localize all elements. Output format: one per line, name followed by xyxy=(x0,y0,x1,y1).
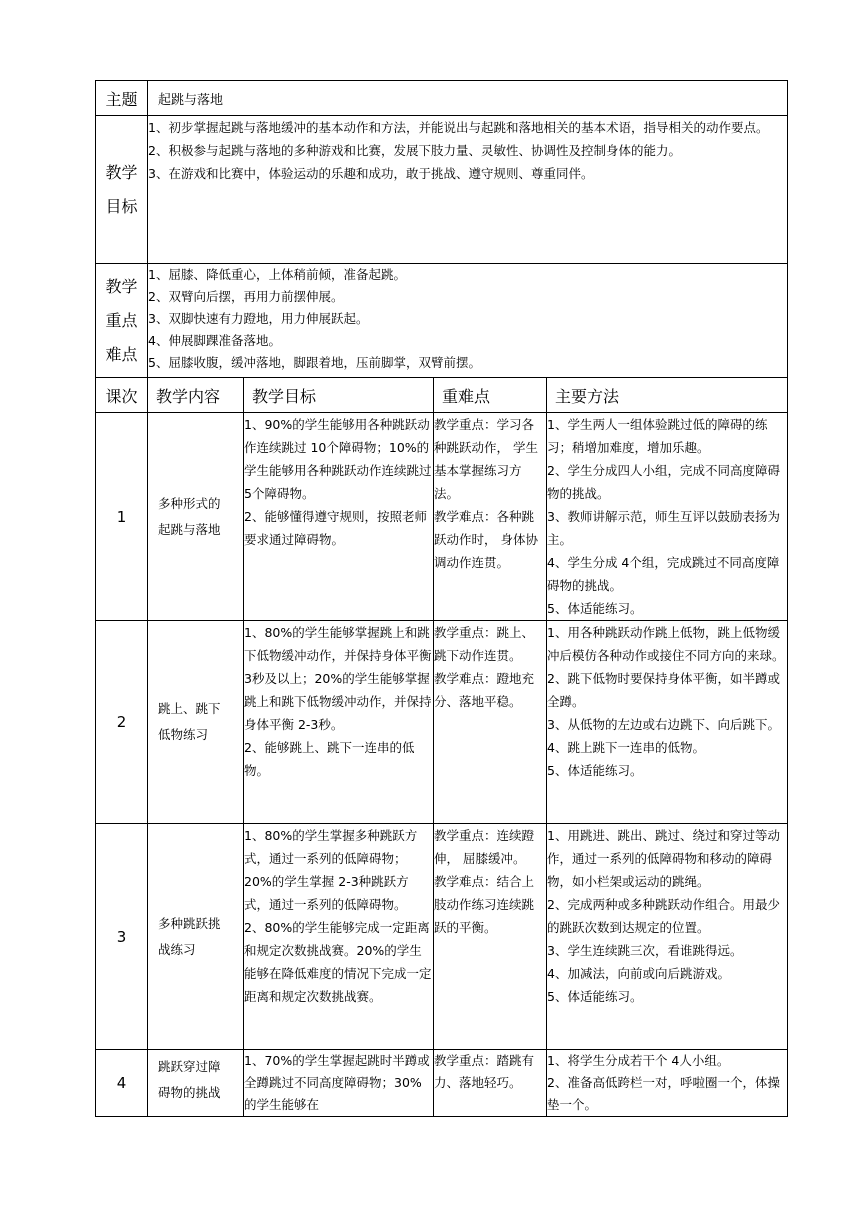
col-header-content: 教学内容 xyxy=(148,378,244,413)
lesson-goals: 1、80%的学生能够掌握跳上和跳下低物缓冲动作，并保持身体平衡 3秒及以上；20%的学生能够掌握跳上和跳下低物缓冲动作，并保持身体平衡 2-3秒。 2、能够跳上、跳下一连串的低物。 xyxy=(244,621,434,824)
lesson-methods: 1、用各种跳跃动作跳上低物，跳上低物缓冲后模仿各种动作或接住不同方向的来球。 2、跳下低物时要保持身体平衡，如半蹲或全蹲。 3、从低物的左边或右边跳下、向后跳下。 4、跳上跳下一连串的低物。 5、体适能练习。 xyxy=(547,621,788,824)
lesson-row xyxy=(96,824,788,1050)
goals-label: 教学 目标 xyxy=(96,116,148,264)
lesson-row xyxy=(96,621,788,824)
lesson-goals: 1、90%的学生能够用各种跳跃动作连续跳过 10个障碍物；10%的学生能够用各种跳跃动作连续跳过 5个障碍物。 2、能够懂得遵守规则，按照老师要求通过障碍物。 xyxy=(244,413,434,621)
lesson-plan-table xyxy=(95,80,788,1117)
lesson-number: 1 xyxy=(96,413,148,621)
lesson-goals: 1、80%的学生掌握多种跳跃方式，通过一系列的低障碍物；20%的学生掌握 2-3种跳跃方式，通过一系列的低障碍物。 2、80%的学生能够完成一定距离和规定次数挑战赛。20%的学生能够在降低难度的情况下完成一定距离和规定次数挑战赛。 xyxy=(244,824,434,1050)
lesson-content: 跳上、跳下 低物练习 xyxy=(148,621,244,824)
lesson-keys: 教学重点：踏跳有力、落地轻巧。 xyxy=(434,1050,547,1117)
lesson-keys: 教学重点：连续蹬伸， 屈膝缓冲。 教学难点：结合上肢动作练习连续跳跃的平衡。 xyxy=(434,824,547,1050)
column-header-row xyxy=(96,378,788,413)
keypoints-label: 教学 重点 难点 xyxy=(96,264,148,378)
lesson-number: 3 xyxy=(96,824,148,1050)
lesson-methods: 1、学生两人一组体验跳过低的障碍的练习；稍增加难度，增加乐趣。 2、学生分成四人小组，完成不同高度障碍物的挑战。 3、教师讲解示范，师生互评以鼓励表扬为主。 4、学生分成 4个组，完成跳过不同高度障碍物的挑战。 5、体适能练习。 xyxy=(547,413,788,621)
col-header-goals: 教学目标 xyxy=(244,378,434,413)
col-header-methods: 主要方法 xyxy=(547,378,788,413)
col-header-keys: 重难点 xyxy=(434,378,547,413)
lesson-methods: 1、用跳进、跳出、跳过、绕过和穿过等动作，通过一系列的低障碍物和移动的障碍物，如小栏架或运动的跳绳。 2、完成两种或多种跳跃动作组合。用最少的跳跃次数到达规定的位置。 3、学生连续跳三次，看谁跳得远。 4、加减法，向前或向后跳游戏。 5、体适能练习。 xyxy=(547,824,788,1050)
lesson-content: 跳跃穿过障 碍物的挑战 xyxy=(148,1050,244,1117)
keypoints-row xyxy=(96,264,788,378)
keypoints-text: 1、屈膝、降低重心，上体稍前倾，准备起跳。 2、双臂向后摆，再用力前摆伸展。 3、双脚快速有力蹬地，用力伸展跃起。 4、伸展脚踝准备落地。 5、屈膝收腹，缓冲落地，脚跟着地，压前脚掌，双臂前摆。 xyxy=(148,264,788,378)
lesson-goals: 1、70%的学生掌握起跳时半蹲或全蹲跳过不同高度障碍物；30%的学生能够在 xyxy=(244,1050,434,1117)
lesson-row xyxy=(96,1050,788,1117)
lesson-row xyxy=(96,413,788,621)
goals-text: 1、初步掌握起跳与落地缓冲的基本动作和方法，并能说出与起跳和落地相关的基本术语，指导相关的动作要点。 2、积极参与起跳与落地的多种游戏和比赛，发展下肢力量、灵敏性、协调性及控制身体的能力。 3、在游戏和比赛中，体验运动的乐趣和成功，敢于挑战、遵守规则、尊重同伴。 xyxy=(148,116,788,264)
lesson-keys: 教学重点：学习各种跳跃动作， 学生基本掌握练习方法。 教学难点：各种跳跃动作时， 身体协调动作连贯。 xyxy=(434,413,547,621)
lesson-methods: 1、将学生分成若干个 4人小组。 2、准备高低跨栏一对，呼啦圈一个，体操垫一个。 xyxy=(547,1050,788,1117)
lesson-number: 2 xyxy=(96,621,148,824)
lesson-content: 多种跳跃挑 战练习 xyxy=(148,824,244,1050)
topic-value: 起跳与落地 xyxy=(148,81,788,116)
lesson-content: 多种形式的 起跳与落地 xyxy=(148,413,244,621)
topic-label: 主题 xyxy=(96,81,148,116)
lesson-number: 4 xyxy=(96,1050,148,1117)
goals-row xyxy=(96,116,788,264)
topic-row xyxy=(96,81,788,116)
lesson-keys: 教学重点：跳上、跳下动作连贯。 教学难点：蹬地充分、落地平稳。 xyxy=(434,621,547,824)
col-header-lesson-num: 课次 xyxy=(96,378,148,413)
